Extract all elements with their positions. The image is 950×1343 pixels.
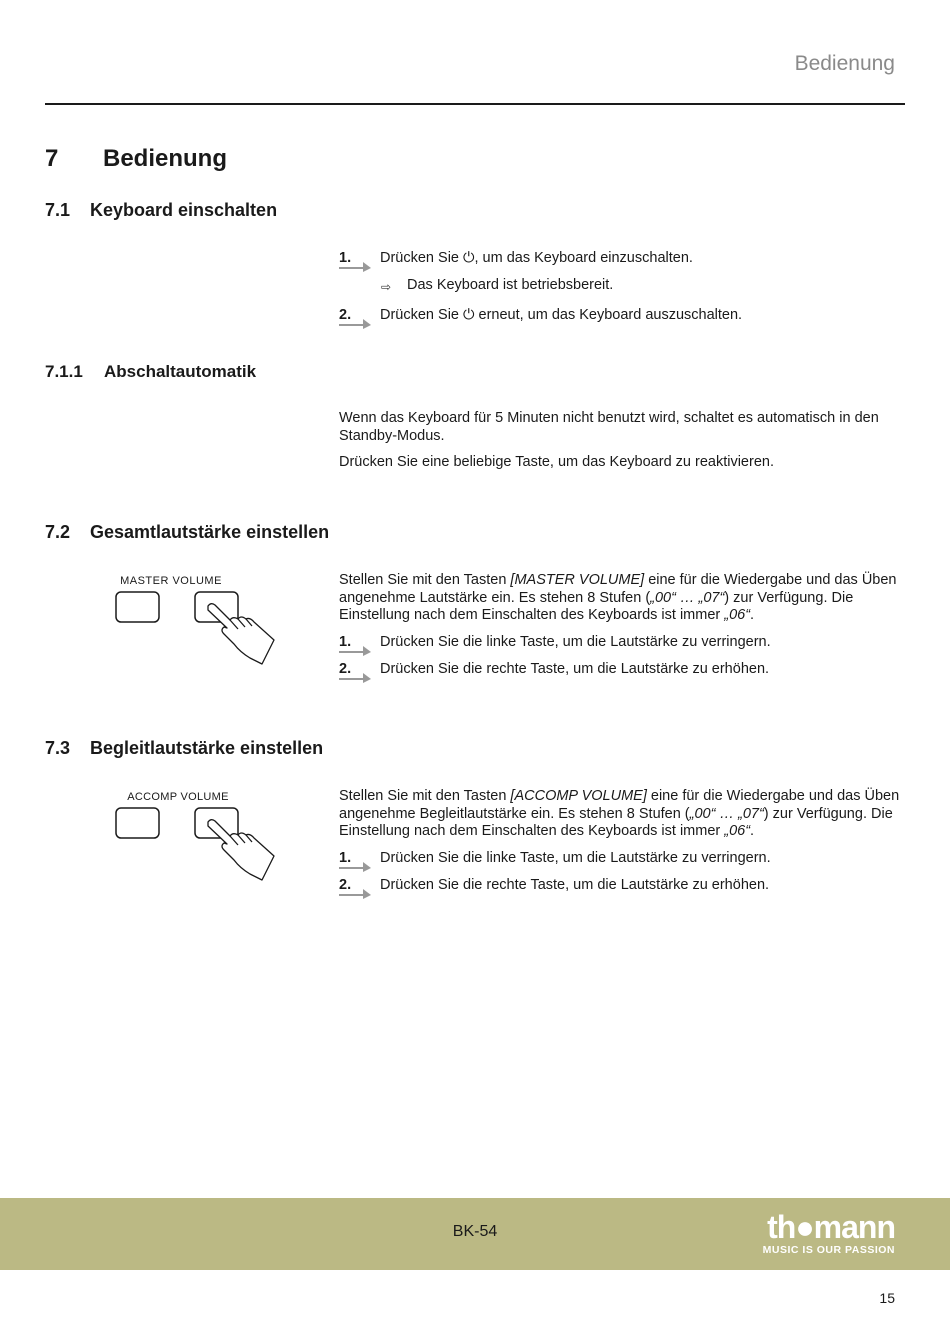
section-title: Begleitlautstärke einstellen [90, 738, 324, 758]
step-item [339, 661, 904, 688]
text-run: ) zur Verfügung. Die Einstellung nach dem Einschalten des Keyboards ist immer [339, 589, 854, 623]
section-7-2-heading [45, 522, 329, 543]
step-arrow-icon [339, 673, 371, 683]
value-range: „00“ … „07“ [650, 589, 725, 606]
section-7-3-body [339, 788, 904, 904]
section-7-1-steps [339, 250, 904, 334]
section-number: 7.2 [45, 522, 71, 542]
section-number: 7.1 [45, 200, 71, 220]
step-arrow-icon [339, 646, 371, 656]
running-header: Bedienung [794, 52, 895, 75]
chapter-heading [45, 145, 227, 173]
section-7-1-1-heading [45, 362, 256, 382]
pressing-hand-icon [208, 820, 274, 880]
text-run: Stellen Sie mit den Tasten [339, 572, 511, 588]
header-rule [45, 103, 905, 105]
default-value: „06“ [724, 607, 751, 623]
chapter-title: Bedienung [103, 145, 227, 172]
section-7-1-heading [45, 200, 277, 221]
result-text: Das Keyboard ist betriebsbereit. [407, 277, 614, 293]
master-volume-diagram [112, 572, 287, 682]
text-run: eine für die Wiedergabe und das Üben angenehme Lautstärke ein. Es stehen 8 Stufen ( [339, 572, 897, 606]
paragraph: Drücken Sie eine beliebige Taste, um das Keyboard zu reaktivieren. [339, 454, 774, 470]
result-arrow-icon: ⇨ [381, 280, 392, 294]
pressing-hand-icon [208, 604, 274, 664]
brand-logo [763, 1210, 895, 1256]
volume-buttons-illustration [112, 788, 287, 888]
step-item [339, 850, 904, 877]
step-number: 1. [339, 849, 352, 866]
step-text: Drücken Sie die linke Taste, um die Lautstärke zu verringern. [380, 633, 771, 650]
step-arrow-icon [339, 889, 371, 899]
value-range: „00“ … „07“ [689, 805, 764, 822]
step-item [339, 307, 904, 334]
default-value: „06“ [724, 823, 751, 839]
step-text: Drücken Sie die rechte Taste, um die Lautstärke zu erhöhen. [380, 876, 770, 893]
volume-buttons-illustration [112, 572, 287, 672]
step-number: 2. [339, 307, 352, 323]
result-item [339, 277, 904, 307]
step-text: Drücken Sie ⏻ erneut, um das Keyboard auszuschalten. [380, 307, 743, 323]
step-number: 2. [339, 876, 352, 893]
paragraph: Wenn das Keyboard für 5 Minuten nicht benutzt wird, schaltet es automatisch in den Standby-Modus. [339, 410, 879, 444]
step-text: Drücken Sie die rechte Taste, um die Lautstärke zu erhöhen. [380, 660, 770, 677]
section-title: Gesamtlautstärke einstellen [90, 522, 330, 542]
section-number: 7.3 [45, 738, 71, 758]
step-number: 1. [339, 250, 352, 266]
text-run: ) zur Verfügung. Die Einstellung nach dem Einschalten des Keyboards ist immer [339, 805, 893, 839]
volume-down-key [116, 808, 159, 838]
section-7-1-1-body [339, 410, 904, 481]
section-number: 7.1.1 [45, 362, 83, 381]
footer-model: BK-54 [452, 1223, 498, 1240]
section-7-2-body [339, 572, 904, 688]
step-item [339, 250, 904, 277]
step-text: Drücken Sie ⏻, um das Keyboard einzuschalten. [380, 250, 693, 266]
key-label: [MASTER VOLUME] [510, 572, 645, 588]
chapter-number: 7 [45, 145, 59, 172]
section-title: Abschaltautomatik [104, 362, 257, 381]
paragraph [339, 788, 904, 841]
page-number: 15 [879, 1290, 895, 1306]
step-item [339, 634, 904, 661]
step-arrow-icon [339, 262, 371, 272]
step-number: 2. [339, 660, 352, 677]
diagram-label: ACCOMP VOLUME [127, 791, 229, 803]
brand-tagline: MUSIC IS OUR PASSION [762, 1244, 895, 1256]
brand-name: th●mann [767, 1209, 895, 1245]
volume-down-key [116, 592, 159, 622]
text-run: . [750, 823, 755, 839]
text-run: Stellen Sie mit den Tasten [339, 788, 511, 804]
accomp-volume-diagram [112, 788, 287, 898]
step-number: 1. [339, 633, 352, 650]
text-run: . [750, 607, 755, 623]
section-7-3-heading [45, 738, 323, 759]
section-title: Keyboard einschalten [90, 200, 278, 220]
step-arrow-icon [339, 862, 371, 872]
key-label: [ACCOMP VOLUME] [510, 788, 647, 804]
step-arrow-icon [339, 319, 371, 329]
step-text: Drücken Sie die linke Taste, um die Lautstärke zu verringern. [380, 849, 771, 866]
paragraph [339, 572, 904, 625]
step-item [339, 877, 904, 904]
diagram-label: MASTER VOLUME [120, 575, 222, 587]
text-run: eine für die Wiedergabe und das Üben angenehme Begleitlautstärke ein. Es stehen 8 Stufen ( [339, 788, 900, 822]
